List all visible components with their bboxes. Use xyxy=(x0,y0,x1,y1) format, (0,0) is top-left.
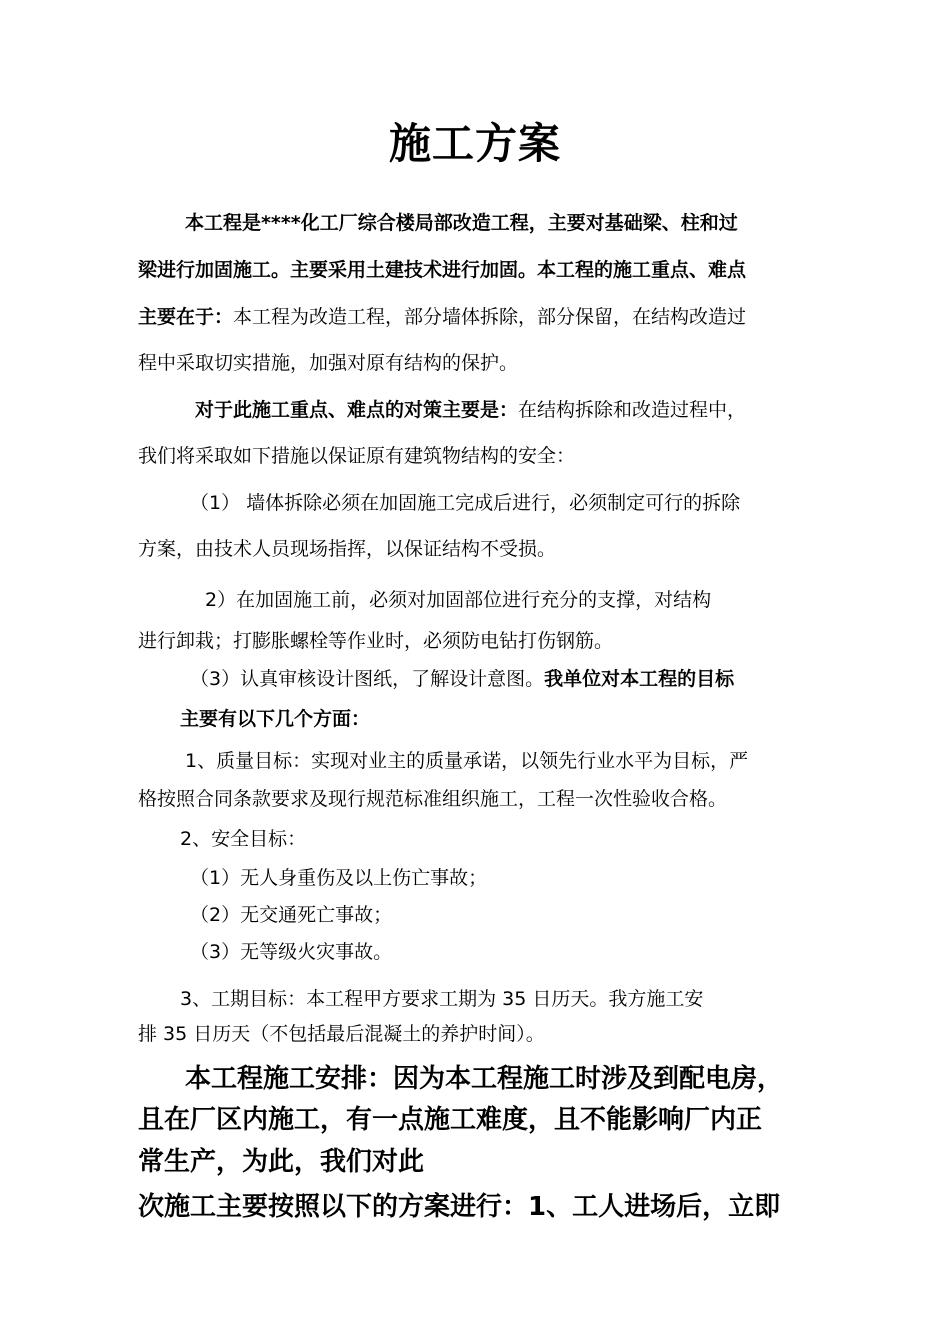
text-line: 1、质量目标：实现对业主的质量承诺，以领先行业水平为目标，严 xyxy=(185,750,749,772)
text-line: 程中采取切实措施，加强对原有结构的保护。 xyxy=(138,352,519,374)
text-line: 进行卸栽；打膨胀螺栓等作业时，必须防电钻打伤钢筋。 xyxy=(138,630,614,652)
text-line: 常生产，为此，我们对此 xyxy=(138,1147,425,1177)
text-bold: 我单位对本工程的目标 xyxy=(544,668,735,690)
list-item: （2）无交通死亡事故； xyxy=(190,904,393,926)
text-line: 梁进行加固施工。主要采用土建技术进行加固。本工程的施工重点、难点 xyxy=(138,259,747,281)
text-line xyxy=(195,398,746,422)
list-item: （3）无等级火灾事故。 xyxy=(190,941,393,963)
text-line: 排 35 日历天（不包括最后混凝土的养护时间）。 xyxy=(138,1023,545,1045)
text-line: 3、工期目标：本工程甲方要求工期为 35 日历天。我方施工安 xyxy=(180,988,704,1010)
text-bold: 主要在于： xyxy=(138,306,234,328)
text-line: 2）在加固施工前，必须对加固部位进行充分的支撑，对结构 xyxy=(205,589,712,611)
text-line xyxy=(138,305,746,329)
text-line: 次施工主要按照以下的方案进行：1、工人进场后，立即 xyxy=(138,1192,781,1222)
list-item: （1）无人身重伤及以上伤亡事故； xyxy=(190,867,488,889)
text-normal: 在结构拆除和改造过程中， xyxy=(518,399,747,421)
text-normal: 本工程为改造工程，部分墙体拆除，部分保留，在结构改造过 xyxy=(233,306,747,328)
text-line: 2、安全目标： xyxy=(180,828,307,850)
text-bold: 对于此施工重点、难点的对策主要是： xyxy=(195,399,519,421)
text-line: 且在厂区内施工，有一点施工难度，且不能影响厂内正 xyxy=(138,1105,763,1135)
text-line: （1） 墙体拆除必须在加固施工完成后进行，必须制定可行的拆除 xyxy=(190,492,741,514)
text-normal: （3）认真审核设计图纸，了解设计意图。 xyxy=(190,668,545,690)
text-line: 格按照合同条款要求及现行规范标准组织施工，工程一次性验收合格。 xyxy=(138,788,728,810)
text-line: 本工程是****化工厂综合楼局部改造工程，主要对基础梁、柱和过 xyxy=(185,212,738,234)
text-line: 本工程施工安排：因为本工程施工时涉及到配电房， xyxy=(185,1064,784,1094)
document-title: 施工方案 xyxy=(388,119,561,168)
text-line: 方案，由技术人员现场指挥，以保证结构不受损。 xyxy=(138,538,557,560)
text-line: 主要有以下几个方面： xyxy=(180,708,371,730)
text-line: 我们将采取如下措施以保证原有建筑物结构的安全： xyxy=(138,445,576,467)
text-line xyxy=(190,667,734,691)
